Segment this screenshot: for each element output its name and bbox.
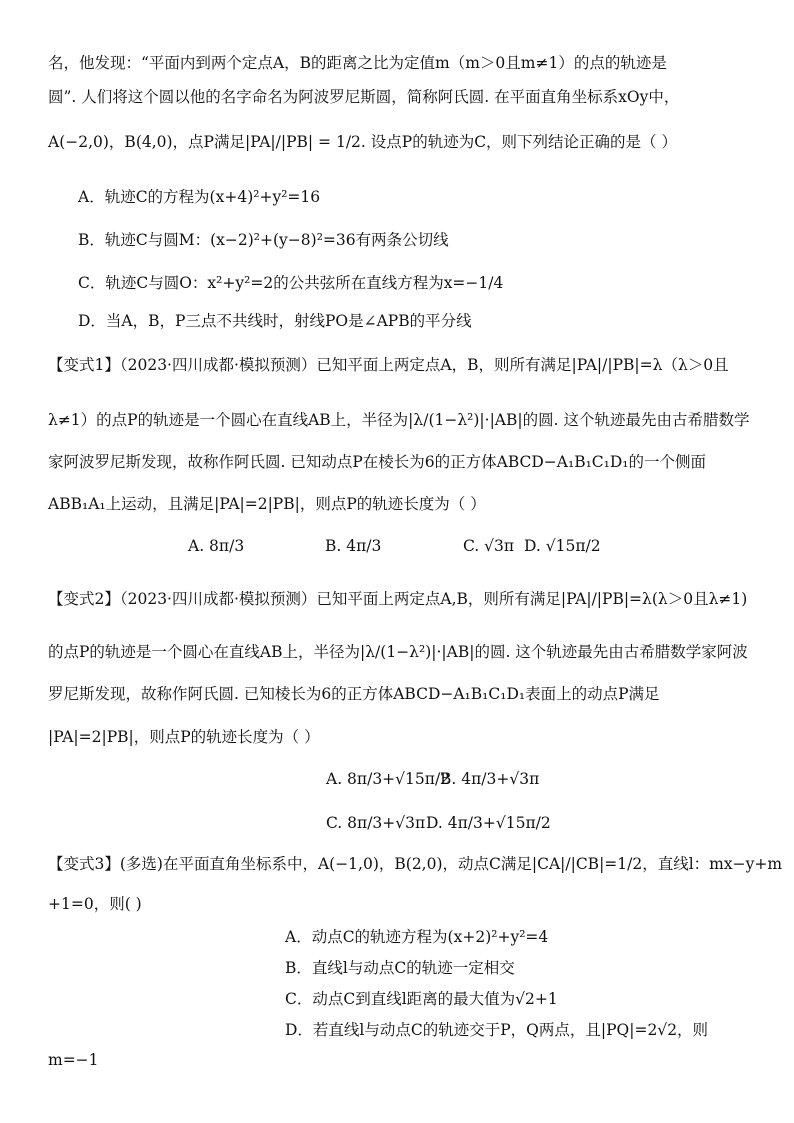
variant2-option-c: C. 8π/3+√3π xyxy=(326,814,426,832)
variant2-option-d: D. 4π/3+√15π/2 xyxy=(426,814,551,832)
variant2-line-3: 罗尼斯发现，故称作阿氏圆. 已知棱长为6的正方体ABCD−A₁B₁C₁D₁表面上的动点P满足 xyxy=(48,685,660,703)
option-d: D．当A，B，P三点不共线时，射线PO是∠APB的平分线 xyxy=(78,312,472,330)
variant1-option-d: D. √15π/2 xyxy=(524,537,601,555)
variant1-option-a: A. 8π/3 xyxy=(188,537,245,555)
variant1-line-3: 家阿波罗尼斯发现，故称作阿氏圆. 已知动点P在棱长为6的正方体ABCD−A₁B₁C₁D₁的一个侧面 xyxy=(48,453,707,471)
variant1-option-c: C. √3π xyxy=(463,537,515,555)
intro-line-1: 名，他发现：“平面内到两个定点A，B的距离之比为定值m（m＞0且m≠1）的点的轨迹是 xyxy=(48,54,667,72)
variant3-option-d-continued: m=−1 xyxy=(48,1051,99,1069)
variant3-option-c: C．动点C到直线l距离的最大值为√2+1 xyxy=(285,990,558,1008)
option-b: B．轨迹C与圆M：(x−2)²+(y−8)²=36有两条公切线 xyxy=(78,231,449,249)
intro-line-3: A(−2,0)，B(4,0)，点P满足|PA|/|PB| = 1/2. 设点P的轨迹为C，则下列结论正确的是（ ） xyxy=(48,133,677,151)
option-a: A．轨迹C的方程为(x+4)²+y²=16 xyxy=(78,188,321,206)
variant1-option-b: B. 4π/3 xyxy=(325,537,382,555)
variant1-line-1: 【变式1】（2023·四川成都·模拟预测）已知平面上两定点A，B，则所有满足|PA|/|PB|=λ（λ＞0且 xyxy=(48,356,729,374)
variant2-line-4: |PA|=2|PB|，则点P的轨迹长度为（ ） xyxy=(48,728,320,746)
variant3-line-1: 【变式3】(多选)在平面直角坐标系中，A(−1,0)，B(2,0)，动点C满足|CA|/|CB|=1/2，直线l：mx−y+m xyxy=(48,855,783,873)
variant2-option-a: A. 8π/3+√15π/2 xyxy=(326,770,451,788)
variant1-line-4: ABB₁A₁上运动，且满足|PA|=2|PB|，则点P的轨迹长度为（ ） xyxy=(48,495,486,513)
variant3-option-d: D．若直线l与动点C的轨迹交于P，Q两点，且|PQ|=2√2，则 xyxy=(285,1021,709,1039)
variant2-line-2: 的点P的轨迹是一个圆心在直线AB上，半径为|λ/(1−λ²)|·|AB|的圆. 这个轨迹最先由古希腊数学家阿波 xyxy=(48,643,748,661)
variant1-line-2: λ≠1）的点P的轨迹是一个圆心在直线AB上，半径为|λ/(1−λ²)|·|AB|的圆. 这个轨迹最先由古希腊数学 xyxy=(48,411,750,429)
option-c: C．轨迹C与圆O：x²+y²=2的公共弦所在直线方程为x=−1/4 xyxy=(78,274,504,292)
variant2-line-1: 【变式2】（2023·四川成都·模拟预测）已知平面上两定点A,B，则所有满足|PA|/|PB|=λ(λ＞0且λ≠1) xyxy=(48,590,748,608)
variant3-option-b: B．直线l与动点C的轨迹一定相交 xyxy=(285,959,515,977)
variant3-line-2: +1=0，则( ) xyxy=(48,895,142,913)
variant2-option-b: B. 4π/3+√3π xyxy=(440,770,540,788)
variant3-option-a: A．动点C的轨迹方程为(x+2)²+y²=4 xyxy=(285,928,549,946)
intro-line-2: 圆”. 人们将这个圆以他的名字命名为阿波罗尼斯圆，简称阿氏圆. 在平面直角坐标系xOy中， xyxy=(48,88,680,106)
